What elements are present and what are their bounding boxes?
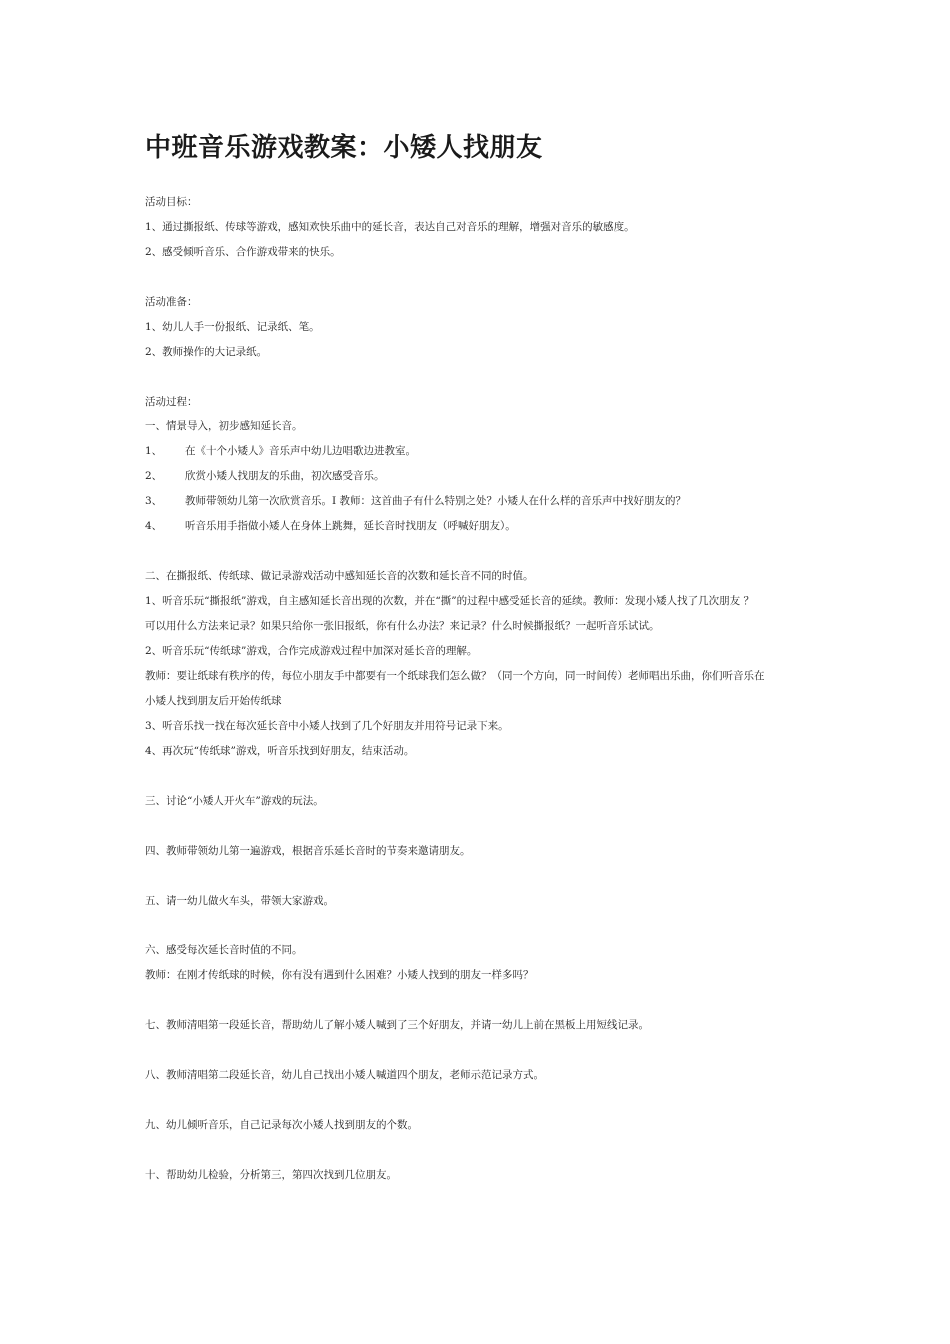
process-substep bbox=[145, 494, 686, 508]
paragraph-line: 3、听音乐找一找在每次延长音中小矮人找到了几个好朋友并用符号记录下来。 bbox=[145, 720, 509, 732]
list-number: 2、 bbox=[145, 470, 163, 482]
goal-item: 2、感受倾听音乐、合作游戏带来的快乐。 bbox=[145, 246, 341, 258]
process-substep-text: 欣赏小矮人找朋友的乐曲，初次感受音乐。 bbox=[185, 470, 385, 482]
process-substep-text: 听音乐用手指做小矮人在身体上跳舞，延长音时找朋友（呼喊好朋友）。 bbox=[185, 520, 516, 532]
section-heading-goals: 活动目标： bbox=[145, 196, 198, 208]
section-heading-preparation: 活动准备： bbox=[145, 296, 198, 308]
paragraph-line: 1、听音乐玩“撕报纸”游戏，自主感知延长音出现的次数，并在“撕”的过程中感受延长音的延续。教师：发现小矮人找了几次朋友 ？ bbox=[145, 595, 754, 607]
paragraph-line: 可以用什么方法来记录？如果只给你一张旧报纸，你有什么办法？来记录？什么时候撕报纸？一起听音乐试试。 bbox=[145, 620, 660, 632]
process-step-heading: 二、在撕报纸、传纸球、做记录游戏活动中感知延长音的次数和延长音不同的时值。 bbox=[145, 570, 534, 582]
process-substep-text: 在《十个小矮人》音乐声中幼儿边唱歌边进教室。 bbox=[185, 445, 416, 457]
process-step-heading: 八、教师清唱第二段延长音，幼儿自己找出小矮人喊道四个朋友，老师示范记录方式。 bbox=[145, 1069, 544, 1081]
process-step-heading: 九、幼儿倾听音乐，自己记录每次小矮人找到朋友的个数。 bbox=[145, 1119, 418, 1131]
paragraph-line: 4、再次玩“传纸球”游戏，听音乐找到好朋友，结束活动。 bbox=[145, 745, 415, 757]
process-substep bbox=[145, 444, 416, 458]
process-step-heading: 一、情景导入，初步感知延长音。 bbox=[145, 420, 303, 432]
process-step-heading: 三、讨论“小矮人开火车”游戏的玩法。 bbox=[145, 795, 324, 807]
paragraph-line: 教师：要让纸球有秩序的传，每位小朋友手中都要有一个纸球我们怎么做？（同一个方向，同一时间传）老师唱出乐曲，你们听音乐在 bbox=[145, 670, 765, 682]
list-number: 4、 bbox=[145, 520, 163, 532]
document-page bbox=[145, 0, 835, 1344]
document-title: 中班音乐游戏教案：小矮人找朋友 bbox=[145, 133, 543, 163]
process-substep bbox=[145, 469, 385, 483]
list-number: 1、 bbox=[145, 445, 163, 457]
goal-item: 1、通过撕报纸、传球等游戏，感知欢快乐曲中的延长音，表达自己对音乐的理解，增强对音乐的敏感度。 bbox=[145, 221, 635, 233]
process-substep bbox=[145, 519, 516, 533]
paragraph-line: 小矮人找到朋友后开始传纸球 bbox=[145, 695, 282, 707]
process-substep-text: 教师带领幼儿第一次欣赏音乐。I 教师：这首曲子有什么特别之处？小矮人在什么样的音乐声中找好朋友的？ bbox=[185, 495, 686, 507]
section-heading-process: 活动过程： bbox=[145, 396, 198, 408]
list-number: 3、 bbox=[145, 495, 163, 507]
preparation-item: 1、幼儿人手一份报纸、记录纸、笔。 bbox=[145, 321, 320, 333]
process-step-heading: 七、教师清唱第一段延长音，帮助幼儿了解小矮人喊到了三个好朋友，并请一幼儿上前在黑板上用短线记录。 bbox=[145, 1019, 649, 1031]
paragraph-line: 教师：在刚才传纸球的时候，你有没有遇到什么困难？小矮人找到的朋友一样多吗？ bbox=[145, 969, 534, 981]
paragraph-line: 2、听音乐玩“传纸球”游戏，合作完成游戏过程中加深对延长音的理解。 bbox=[145, 645, 478, 657]
process-step-heading: 十、帮助幼儿检验，分析第三，第四次找到几位朋友。 bbox=[145, 1169, 397, 1181]
preparation-item: 2、教师操作的大记录纸。 bbox=[145, 346, 268, 358]
process-step-heading: 六、感受每次延长音时值的不同。 bbox=[145, 944, 303, 956]
process-step-heading: 四、教师带领幼儿第一遍游戏，根据音乐延长音时的节奏来邀请朋友。 bbox=[145, 845, 471, 857]
process-step-heading: 五、请一幼儿做火车头，带领大家游戏。 bbox=[145, 895, 334, 907]
